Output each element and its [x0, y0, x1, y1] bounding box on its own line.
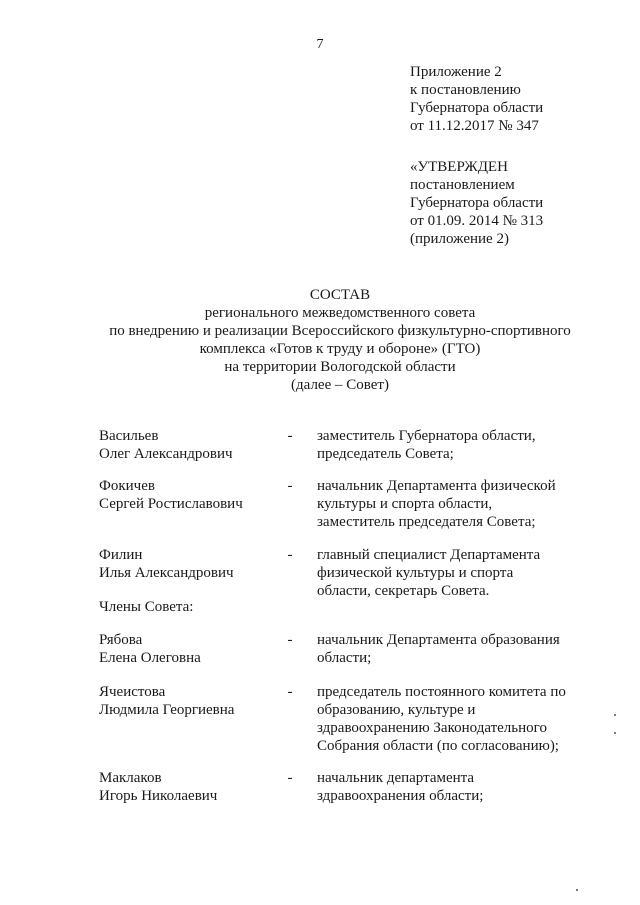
approval-line: Губернатора области [410, 195, 544, 211]
role-line: области; [317, 650, 372, 666]
surname: Рябова [99, 632, 143, 648]
appendix-line: от 11.12.2017 № 347 [410, 118, 539, 134]
title-heading: СОСТАВ [309, 287, 371, 303]
role-line: здравоохранения области; [317, 788, 484, 804]
scan-speck [614, 714, 616, 716]
role-line: главный специалист Департамента [317, 547, 541, 563]
dash-separator: - [287, 770, 293, 786]
role-line: физической культуры и спорта [317, 565, 514, 581]
given-names: Людмила Георгиевна [99, 702, 235, 718]
person-role [317, 769, 617, 805]
given-names: Игорь Николаевич [99, 788, 218, 804]
dash-separator: - [287, 632, 293, 648]
person-name [99, 769, 289, 805]
person-role [317, 683, 617, 755]
appendix-line: к постановлению [410, 82, 521, 98]
approval-line: (приложение 2) [410, 231, 509, 247]
person-role [317, 546, 617, 600]
page-number: 7 [316, 37, 324, 52]
person-name [99, 477, 289, 513]
person-role [317, 427, 617, 463]
person-role [317, 477, 617, 531]
surname: Филин [99, 547, 143, 563]
person-name [99, 427, 289, 463]
appendix-note [410, 63, 630, 135]
person-name [99, 631, 289, 667]
role-line: председатель Совета; [317, 446, 454, 462]
document-title [40, 286, 640, 394]
role-line: начальник Департамента образования [317, 632, 560, 648]
person-name [99, 683, 289, 719]
approval-note [410, 158, 630, 248]
appendix-line: Приложение 2 [410, 64, 502, 80]
surname: Фокичев [99, 478, 155, 494]
scan-speck [576, 889, 578, 891]
role-line: заместитель председателя Совета; [317, 514, 536, 530]
role-line: председатель постоянного комитета по [317, 684, 566, 700]
surname: Васильев [99, 428, 159, 444]
approval-line: «УТВЕРЖДЕН [410, 159, 508, 175]
title-line: (далее – Совет) [291, 377, 389, 393]
dash-separator: - [287, 547, 293, 563]
given-names: Сергей Ростиславович [99, 496, 243, 512]
surname: Ячеистова [99, 684, 166, 700]
dash-separator: - [287, 684, 293, 700]
role-line: заместитель Губернатора области, [317, 428, 536, 444]
dash-separator: - [287, 428, 293, 444]
person-role [317, 631, 617, 667]
title-line: по внедрению и реализации Всероссийского физкультурно-спортивного [109, 323, 571, 339]
approval-line: от 01.09. 2014 № 313 [410, 213, 544, 229]
person-name [99, 546, 289, 582]
given-names: Олег Александрович [99, 446, 233, 462]
appendix-line: Губернатора области [410, 100, 544, 116]
approval-line: постановлением [410, 177, 515, 193]
title-line: комплекса «Готов к труду и обороне» (ГТО) [199, 341, 481, 357]
scan-speck [614, 732, 616, 734]
role-line: начальник департамента [317, 770, 475, 786]
title-line: регионального межведомственного совета [204, 305, 476, 321]
given-names: Елена Олеговна [99, 650, 201, 666]
role-line: культуры и спорта области, [317, 496, 493, 512]
title-line: на территории Вологодской области [224, 359, 456, 375]
role-line: Собрания области (по согласованию); [317, 738, 559, 754]
surname: Маклаков [99, 770, 162, 786]
dash-separator: - [287, 478, 293, 494]
role-line: образованию, культуре и [317, 702, 476, 718]
members-section-label: Члены Совета: [99, 599, 194, 615]
role-line: области, секретарь Совета. [317, 583, 490, 599]
role-line: здравоохранению Законодательного [317, 720, 547, 736]
given-names: Илья Александрович [99, 565, 234, 581]
role-line: начальник Департамента физической [317, 478, 556, 494]
